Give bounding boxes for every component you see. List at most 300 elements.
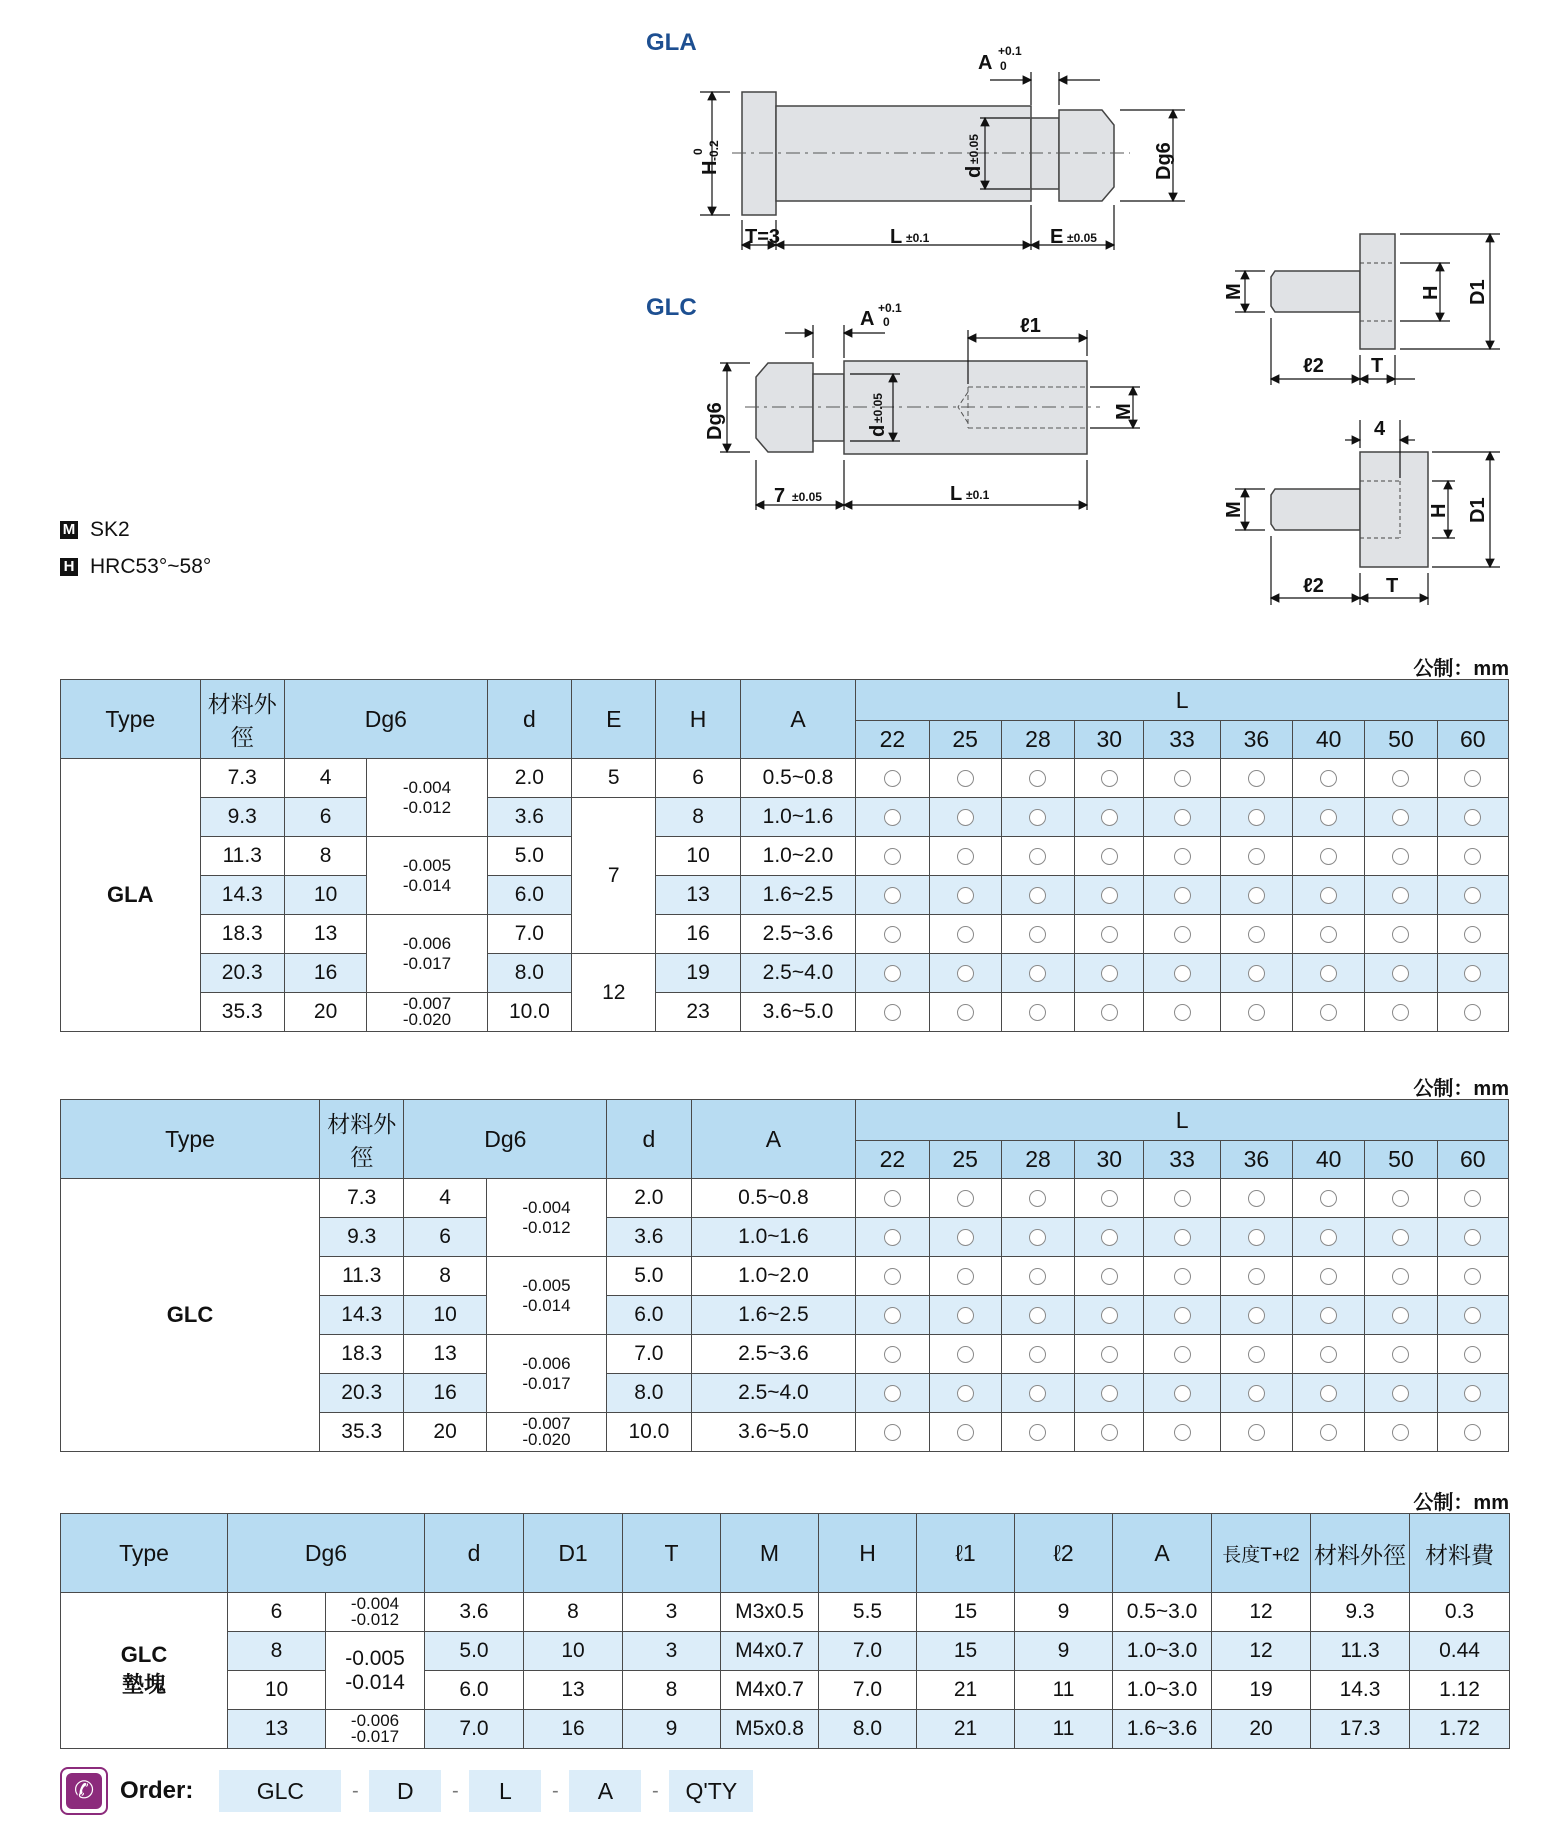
tolerance-lower: -0.012 <box>522 1217 571 1237</box>
availability-circle-icon <box>1464 1346 1481 1363</box>
availability-circle-icon <box>1464 770 1481 787</box>
hardness-icon: H <box>60 558 78 576</box>
type-cell <box>61 1593 228 1749</box>
availability-cell <box>856 1218 929 1257</box>
d-cell: 6.0 <box>425 1671 524 1710</box>
col-dg6: Dg6 <box>228 1514 425 1593</box>
availability-circle-icon <box>1464 848 1481 865</box>
availability-cell <box>1365 993 1437 1032</box>
a-cell: 0.5~3.0 <box>1113 1593 1212 1632</box>
availability-cell <box>1075 1296 1144 1335</box>
table-row <box>61 954 1509 993</box>
availability-cell <box>856 1257 929 1296</box>
a-cell: 1.0~3.0 <box>1113 1632 1212 1671</box>
availability-cell <box>1075 798 1144 837</box>
availability-circle-icon <box>957 1004 974 1021</box>
availability-circle-icon <box>1174 809 1191 826</box>
table-row <box>61 876 1509 915</box>
availability-circle-icon <box>1174 1268 1191 1285</box>
unit-label-block: 公制：mm <box>1413 1492 1509 1514</box>
tolerance-cell <box>367 993 488 1032</box>
l-value: 33 <box>1144 1141 1220 1179</box>
d-cell: 5.0 <box>487 837 571 876</box>
availability-circle-icon <box>1248 1229 1265 1246</box>
col-h: H <box>819 1514 917 1593</box>
availability-cell <box>929 1257 1001 1296</box>
availability-cell <box>929 759 1001 798</box>
availability-cell <box>1075 759 1144 798</box>
type-name: GLC <box>120 1642 168 1667</box>
availability-circle-icon <box>1029 1268 1046 1285</box>
dg6-cell: 10 <box>228 1671 326 1710</box>
h-cell: 19 <box>656 954 740 993</box>
tolerance-lower: -0.017 <box>402 953 452 973</box>
availability-cell <box>856 993 929 1032</box>
material-cell: 18.3 <box>200 915 284 954</box>
availability-circle-icon <box>1248 887 1265 904</box>
availability-cell <box>1001 1413 1074 1452</box>
legend-hardness <box>60 555 211 579</box>
availability-circle-icon <box>1029 1229 1046 1246</box>
l1-cell: 21 <box>917 1671 1015 1710</box>
availability-cell <box>1001 798 1074 837</box>
availability-cell <box>1293 1335 1365 1374</box>
tolerance-upper: -0.007 <box>522 1414 571 1433</box>
availability-circle-icon <box>1248 809 1265 826</box>
availability-cell <box>1437 798 1508 837</box>
tolerance-cell <box>326 1710 425 1749</box>
svg-text:ℓ1: ℓ1 <box>1020 315 1041 337</box>
dg6-cell: 4 <box>284 759 366 798</box>
availability-circle-icon <box>1248 1004 1265 1021</box>
h-cell: 10 <box>656 837 740 876</box>
availability-cell <box>929 837 1001 876</box>
l-value: 30 <box>1075 721 1144 759</box>
availability-circle-icon <box>1320 965 1337 982</box>
tolerance-lower: -0.012 <box>402 797 452 817</box>
availability-cell <box>929 993 1001 1032</box>
availability-cell <box>1001 1179 1074 1218</box>
col-h: H <box>656 680 740 759</box>
availability-cell <box>1365 1179 1437 1218</box>
svg-text:T=3: T=3 <box>745 226 781 248</box>
order-field-qty: Q'TY <box>669 1770 753 1812</box>
availability-circle-icon <box>1101 1268 1118 1285</box>
availability-circle-icon <box>884 809 901 826</box>
block-drawing-2 <box>1271 452 1428 567</box>
col-a: A <box>740 680 855 759</box>
availability-cell <box>1001 1296 1074 1335</box>
availability-circle-icon <box>1464 1229 1481 1246</box>
availability-cell <box>1144 915 1220 954</box>
h-cell: 7.0 <box>819 1632 917 1671</box>
t-cell: 3 <box>623 1593 721 1632</box>
h-cell: 8.0 <box>819 1710 917 1749</box>
availability-circle-icon <box>957 848 974 865</box>
a-cell: 2.5~3.6 <box>740 915 855 954</box>
material-cell: 20.3 <box>200 954 284 993</box>
table-row <box>61 1671 1510 1710</box>
availability-circle-icon <box>1320 1229 1337 1246</box>
gla-spec-table <box>60 679 1509 1032</box>
availability-circle-icon <box>1464 1004 1481 1021</box>
tolerance-upper: -0.006 <box>522 1353 571 1373</box>
availability-circle-icon <box>1101 926 1118 943</box>
availability-cell <box>1365 915 1437 954</box>
d-cell: 3.6 <box>487 798 571 837</box>
svg-text:0: 0 <box>691 148 705 155</box>
l2-cell: 9 <box>1015 1593 1113 1632</box>
availability-cell <box>1001 1374 1074 1413</box>
col-l1: ℓ1 <box>917 1514 1015 1593</box>
l-value: 50 <box>1365 721 1437 759</box>
svg-text:4: 4 <box>1374 418 1386 440</box>
availability-cell <box>929 1374 1001 1413</box>
svg-text:0: 0 <box>1000 59 1007 73</box>
l-value: 33 <box>1144 721 1220 759</box>
tolerance-upper: -0.006 <box>402 933 452 953</box>
col-e: E <box>572 680 656 759</box>
availability-circle-icon <box>1248 1190 1265 1207</box>
d-cell: 10.0 <box>607 1413 691 1452</box>
availability-circle-icon <box>1174 926 1191 943</box>
col-l: L <box>856 1100 1509 1141</box>
availability-cell <box>1437 993 1508 1032</box>
mat-cell: 11.3 <box>1311 1632 1410 1671</box>
availability-circle-icon <box>1320 1307 1337 1324</box>
availability-cell <box>929 1335 1001 1374</box>
availability-circle-icon <box>957 965 974 982</box>
m-cell: M4x0.7 <box>721 1632 819 1671</box>
availability-circle-icon <box>957 1385 974 1402</box>
order-separator: - <box>552 1779 559 1802</box>
availability-circle-icon <box>1029 1346 1046 1363</box>
order-field-l: L <box>469 1770 541 1812</box>
availability-circle-icon <box>1392 1385 1409 1402</box>
cost-cell: 1.72 <box>1410 1710 1510 1749</box>
l-value: 60 <box>1437 1141 1508 1179</box>
d-cell: 5.0 <box>607 1257 691 1296</box>
table-row <box>61 1710 1510 1749</box>
svg-text:H: H <box>1428 503 1450 518</box>
dg6-cell: 8 <box>228 1632 326 1671</box>
availability-circle-icon <box>1392 965 1409 982</box>
tolerance-lower: -0.014 <box>402 875 452 895</box>
order-separator: - <box>352 1779 359 1802</box>
order-field-d: D <box>369 1770 441 1812</box>
dg6-cell: 8 <box>284 837 366 876</box>
e-cell: 12 <box>572 954 656 1032</box>
availability-circle-icon <box>1248 1268 1265 1285</box>
order-bar <box>60 1768 753 1814</box>
availability-circle-icon <box>1101 1229 1118 1246</box>
material-cell: 18.3 <box>320 1335 404 1374</box>
availability-circle-icon <box>1392 770 1409 787</box>
availability-circle-icon <box>884 965 901 982</box>
d1-cell: 10 <box>524 1632 623 1671</box>
availability-cell <box>1437 1413 1508 1452</box>
svg-text:H: H <box>699 160 721 175</box>
svg-text:ℓ2: ℓ2 <box>1303 355 1324 377</box>
availability-circle-icon <box>1320 926 1337 943</box>
availability-circle-icon <box>1101 1004 1118 1021</box>
availability-cell <box>1437 1335 1508 1374</box>
svg-text:±0.05: ±0.05 <box>792 490 822 504</box>
len-cell: 19 <box>1212 1671 1311 1710</box>
col-m: M <box>721 1514 819 1593</box>
tolerance-cell <box>367 759 488 837</box>
tolerance-lower: -0.017 <box>350 1727 400 1746</box>
availability-circle-icon <box>1392 1229 1409 1246</box>
availability-cell <box>1220 837 1292 876</box>
availability-cell <box>1001 993 1074 1032</box>
availability-cell <box>1001 915 1074 954</box>
availability-cell <box>1220 759 1292 798</box>
availability-cell <box>1075 954 1144 993</box>
availability-cell <box>856 798 929 837</box>
order-separator: - <box>452 1779 459 1802</box>
col-dg6: Dg6 <box>284 680 487 759</box>
svg-text:d: d <box>867 424 889 437</box>
availability-cell <box>1075 876 1144 915</box>
d1-cell: 8 <box>524 1593 623 1632</box>
dg6-cell: 16 <box>284 954 366 993</box>
availability-circle-icon <box>1174 770 1191 787</box>
availability-cell <box>1365 1374 1437 1413</box>
svg-text:T: T <box>1371 355 1384 377</box>
availability-cell <box>1075 1179 1144 1218</box>
l-value: 28 <box>1001 721 1074 759</box>
availability-cell <box>1293 1218 1365 1257</box>
availability-cell <box>1293 1296 1365 1335</box>
availability-circle-icon <box>957 1424 974 1441</box>
availability-cell <box>1365 1335 1437 1374</box>
availability-circle-icon <box>1174 1424 1191 1441</box>
availability-cell <box>1220 993 1292 1032</box>
h-cell: 16 <box>656 915 740 954</box>
svg-text:±0.1: ±0.1 <box>906 231 930 245</box>
col-d: d <box>487 680 571 759</box>
availability-cell <box>1437 1296 1508 1335</box>
col-dg6: Dg6 <box>404 1100 607 1179</box>
order-label: Order: <box>120 1777 194 1804</box>
t-cell: 9 <box>623 1710 721 1749</box>
material-text: SK2 <box>90 518 130 541</box>
material-cell: 35.3 <box>200 993 284 1032</box>
availability-cell <box>1293 759 1365 798</box>
availability-circle-icon <box>1320 848 1337 865</box>
availability-cell <box>929 1179 1001 1218</box>
availability-cell <box>1437 954 1508 993</box>
availability-cell <box>1144 837 1220 876</box>
svg-text:0: 0 <box>883 315 890 329</box>
availability-cell <box>1075 1257 1144 1296</box>
availability-circle-icon <box>1248 1307 1265 1324</box>
availability-circle-icon <box>957 809 974 826</box>
col-material: 材料外徑 <box>1311 1514 1410 1593</box>
availability-cell <box>1293 1374 1365 1413</box>
svg-text:ℓ2: ℓ2 <box>1303 575 1324 597</box>
dg6-cell: 10 <box>404 1296 486 1335</box>
availability-cell <box>1365 1296 1437 1335</box>
availability-cell <box>1144 876 1220 915</box>
table-row <box>61 915 1509 954</box>
availability-circle-icon <box>884 770 901 787</box>
tolerance-cell <box>367 837 488 915</box>
len-cell: 12 <box>1212 1632 1311 1671</box>
mat-cell: 9.3 <box>1311 1593 1410 1632</box>
d-cell: 10.0 <box>487 993 571 1032</box>
svg-text:H: H <box>1420 285 1442 300</box>
d-cell: 6.0 <box>607 1296 691 1335</box>
tolerance-upper: -0.005 <box>402 855 452 875</box>
cost-cell: 0.3 <box>1410 1593 1510 1632</box>
availability-cell <box>1293 798 1365 837</box>
tolerance-lower: -0.012 <box>350 1610 400 1629</box>
availability-circle-icon <box>1174 887 1191 904</box>
table-row <box>61 993 1509 1032</box>
availability-cell <box>856 1296 929 1335</box>
a-cell: 1.6~3.6 <box>1113 1710 1212 1749</box>
tolerance-upper: -0.004 <box>350 1594 400 1613</box>
svg-text:+0.1: +0.1 <box>998 44 1022 58</box>
availability-circle-icon <box>1464 1307 1481 1324</box>
availability-circle-icon <box>1248 1385 1265 1402</box>
unit-label-gla: 公制：mm <box>1413 658 1509 680</box>
availability-cell <box>1437 759 1508 798</box>
a-cell: 0.5~0.8 <box>691 1179 856 1218</box>
availability-cell <box>929 1296 1001 1335</box>
dg6-cell: 13 <box>228 1710 326 1749</box>
len-cell: 12 <box>1212 1593 1311 1632</box>
availability-circle-icon <box>957 1268 974 1285</box>
table-row <box>61 837 1509 876</box>
dg6-cell: 6 <box>228 1593 326 1632</box>
h-cell: 7.0 <box>819 1671 917 1710</box>
type-cell: GLA <box>61 759 201 1032</box>
phone-icon: ✆ <box>60 1767 108 1815</box>
dg6-cell: 4 <box>404 1179 486 1218</box>
availability-circle-icon <box>1029 1385 1046 1402</box>
availability-circle-icon <box>957 1190 974 1207</box>
availability-cell <box>1220 954 1292 993</box>
availability-circle-icon <box>1392 1268 1409 1285</box>
availability-cell <box>1075 1335 1144 1374</box>
svg-text:T: T <box>1386 575 1399 597</box>
type-subname: 墊塊 <box>121 1672 166 1697</box>
l-value: 40 <box>1293 721 1365 759</box>
availability-cell <box>1293 993 1365 1032</box>
availability-cell <box>1220 1374 1292 1413</box>
table-row <box>61 798 1509 837</box>
block-spec-table <box>60 1513 1510 1749</box>
availability-cell <box>1293 1413 1365 1452</box>
d-cell: 2.0 <box>487 759 571 798</box>
e-cell: 5 <box>572 759 656 798</box>
d-cell: 7.0 <box>425 1710 524 1749</box>
availability-cell <box>1144 1374 1220 1413</box>
availability-cell <box>1144 1218 1220 1257</box>
availability-circle-icon <box>957 1229 974 1246</box>
dg6-cell: 6 <box>284 798 366 837</box>
availability-circle-icon <box>1392 926 1409 943</box>
l-value: 25 <box>929 1141 1001 1179</box>
d-cell: 3.6 <box>425 1593 524 1632</box>
availability-circle-icon <box>1320 1346 1337 1363</box>
l-value: 50 <box>1365 1141 1437 1179</box>
availability-circle-icon <box>884 1307 901 1324</box>
l1-cell: 15 <box>917 1593 1015 1632</box>
d-cell: 7.0 <box>487 915 571 954</box>
col-type: Type <box>61 1100 320 1179</box>
availability-cell <box>1220 876 1292 915</box>
availability-circle-icon <box>1392 887 1409 904</box>
col-a: A <box>1113 1514 1212 1593</box>
svg-text:±0.05: ±0.05 <box>871 393 885 423</box>
a-cell: 1.0~2.0 <box>691 1257 856 1296</box>
table-row <box>61 1593 1510 1632</box>
svg-text:d: d <box>963 165 985 178</box>
material-cell: 7.3 <box>320 1179 404 1218</box>
availability-cell <box>1144 798 1220 837</box>
svg-text:7: 7 <box>774 485 786 507</box>
hardness-text: HRC53°~58° <box>90 555 212 578</box>
l-value: 28 <box>1001 1141 1074 1179</box>
d-cell: 2.0 <box>607 1179 691 1218</box>
availability-circle-icon <box>957 887 974 904</box>
mat-cell: 17.3 <box>1311 1710 1410 1749</box>
svg-text:M: M <box>1223 283 1245 300</box>
availability-circle-icon <box>1174 848 1191 865</box>
availability-cell <box>1144 1413 1220 1452</box>
availability-circle-icon <box>1248 965 1265 982</box>
svg-text:+0.1: +0.1 <box>878 301 902 315</box>
availability-circle-icon <box>957 1307 974 1324</box>
availability-circle-icon <box>1320 809 1337 826</box>
table-row <box>61 759 1509 798</box>
availability-cell <box>1220 1296 1292 1335</box>
availability-cell <box>929 798 1001 837</box>
availability-cell <box>1220 1257 1292 1296</box>
l1-cell: 21 <box>917 1710 1015 1749</box>
availability-cell <box>1001 759 1074 798</box>
availability-cell <box>856 1335 929 1374</box>
svg-text:A: A <box>860 308 875 330</box>
len-cell: 20 <box>1212 1710 1311 1749</box>
a-cell: 1.0~2.0 <box>740 837 855 876</box>
col-length: 長度T+ℓ2 <box>1212 1514 1311 1593</box>
material-cell: 20.3 <box>320 1374 404 1413</box>
t-cell: 3 <box>623 1632 721 1671</box>
availability-circle-icon <box>1392 1190 1409 1207</box>
availability-cell <box>929 915 1001 954</box>
tolerance-upper: -0.007 <box>402 994 452 1013</box>
tolerance-cell <box>486 1257 607 1335</box>
availability-circle-icon <box>884 1385 901 1402</box>
availability-cell <box>1365 1218 1437 1257</box>
h-cell: 8 <box>656 798 740 837</box>
availability-cell <box>1293 837 1365 876</box>
l-value: 25 <box>929 721 1001 759</box>
col-d: d <box>425 1514 524 1593</box>
availability-cell <box>856 876 929 915</box>
availability-circle-icon <box>1174 965 1191 982</box>
availability-circle-icon <box>1248 1346 1265 1363</box>
gla-drawing-label: GLA <box>646 29 697 56</box>
availability-cell <box>1220 798 1292 837</box>
tolerance-cell <box>486 1179 607 1257</box>
tolerance-upper: -0.005 <box>345 1646 405 1670</box>
